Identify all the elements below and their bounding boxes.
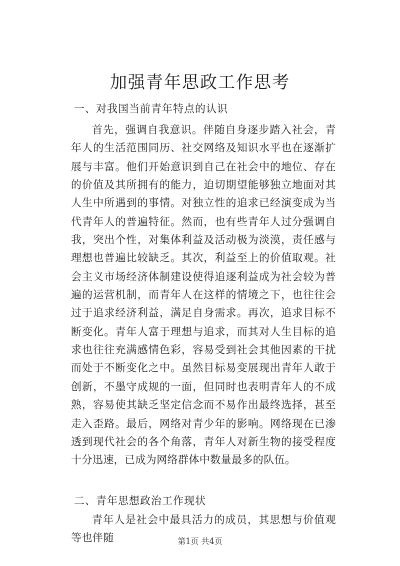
document-title: 加强青年思政工作思考	[110, 73, 290, 93]
section-paragraph-2: 青年人是社会中最具活力的成员，其思想与价值观等也伴随	[71, 514, 336, 545]
page-footer: 第1页 共4页	[177, 537, 223, 546]
section-heading-2: 二、青年思想政治工作现状	[74, 495, 206, 507]
section-paragraph-1: 首先，强调自我意识。伴随自身逐步踏入社会，青年人的生活范围同历、社交网络及知识水平也在逐渐扩展与丰富。他们开始意识到自己在社会中的地位、存在的价值及其所拥有的能力，迫切期望能够独立地面对其人生中所遇到的事情。对独立性的追求已经演变成为当代青年人的普遍特征。然而，也有些青年人过分强调自我，突出个性，对集体利益及活动极为淡漠，责任感与理想也普遍比较缺乏。其次，利益至上的价值取观。社会主义市场经济体制建设使得追逐利益成为社会较为普遍的运营机制，而青年人在这样的情境之下，也往往会过于追求经济利益，满足自身需求。再次，追求目标不断变化。青年人富于理想与追求，而其对人生目标的追求也往往充满感情色彩，容易受到社会其他因素的干扰而处于不断变化之中。虽然目标易变展现出青年人敢于创新，不墨守成规的一面，但同时也表明青年人的不成熟，容易使其缺乏坚定信念而不易作出最终选择，甚至走入歪路。最后，网络对青少年的影响。网络现在已渗透到现代社会的各个角落，青年人对新生物的接受程度十分迅速，已成为网络群体中数量最多的队伍。	[71, 124, 336, 467]
section-heading-1: 一、对我国当前青年特点的认识	[74, 103, 228, 115]
